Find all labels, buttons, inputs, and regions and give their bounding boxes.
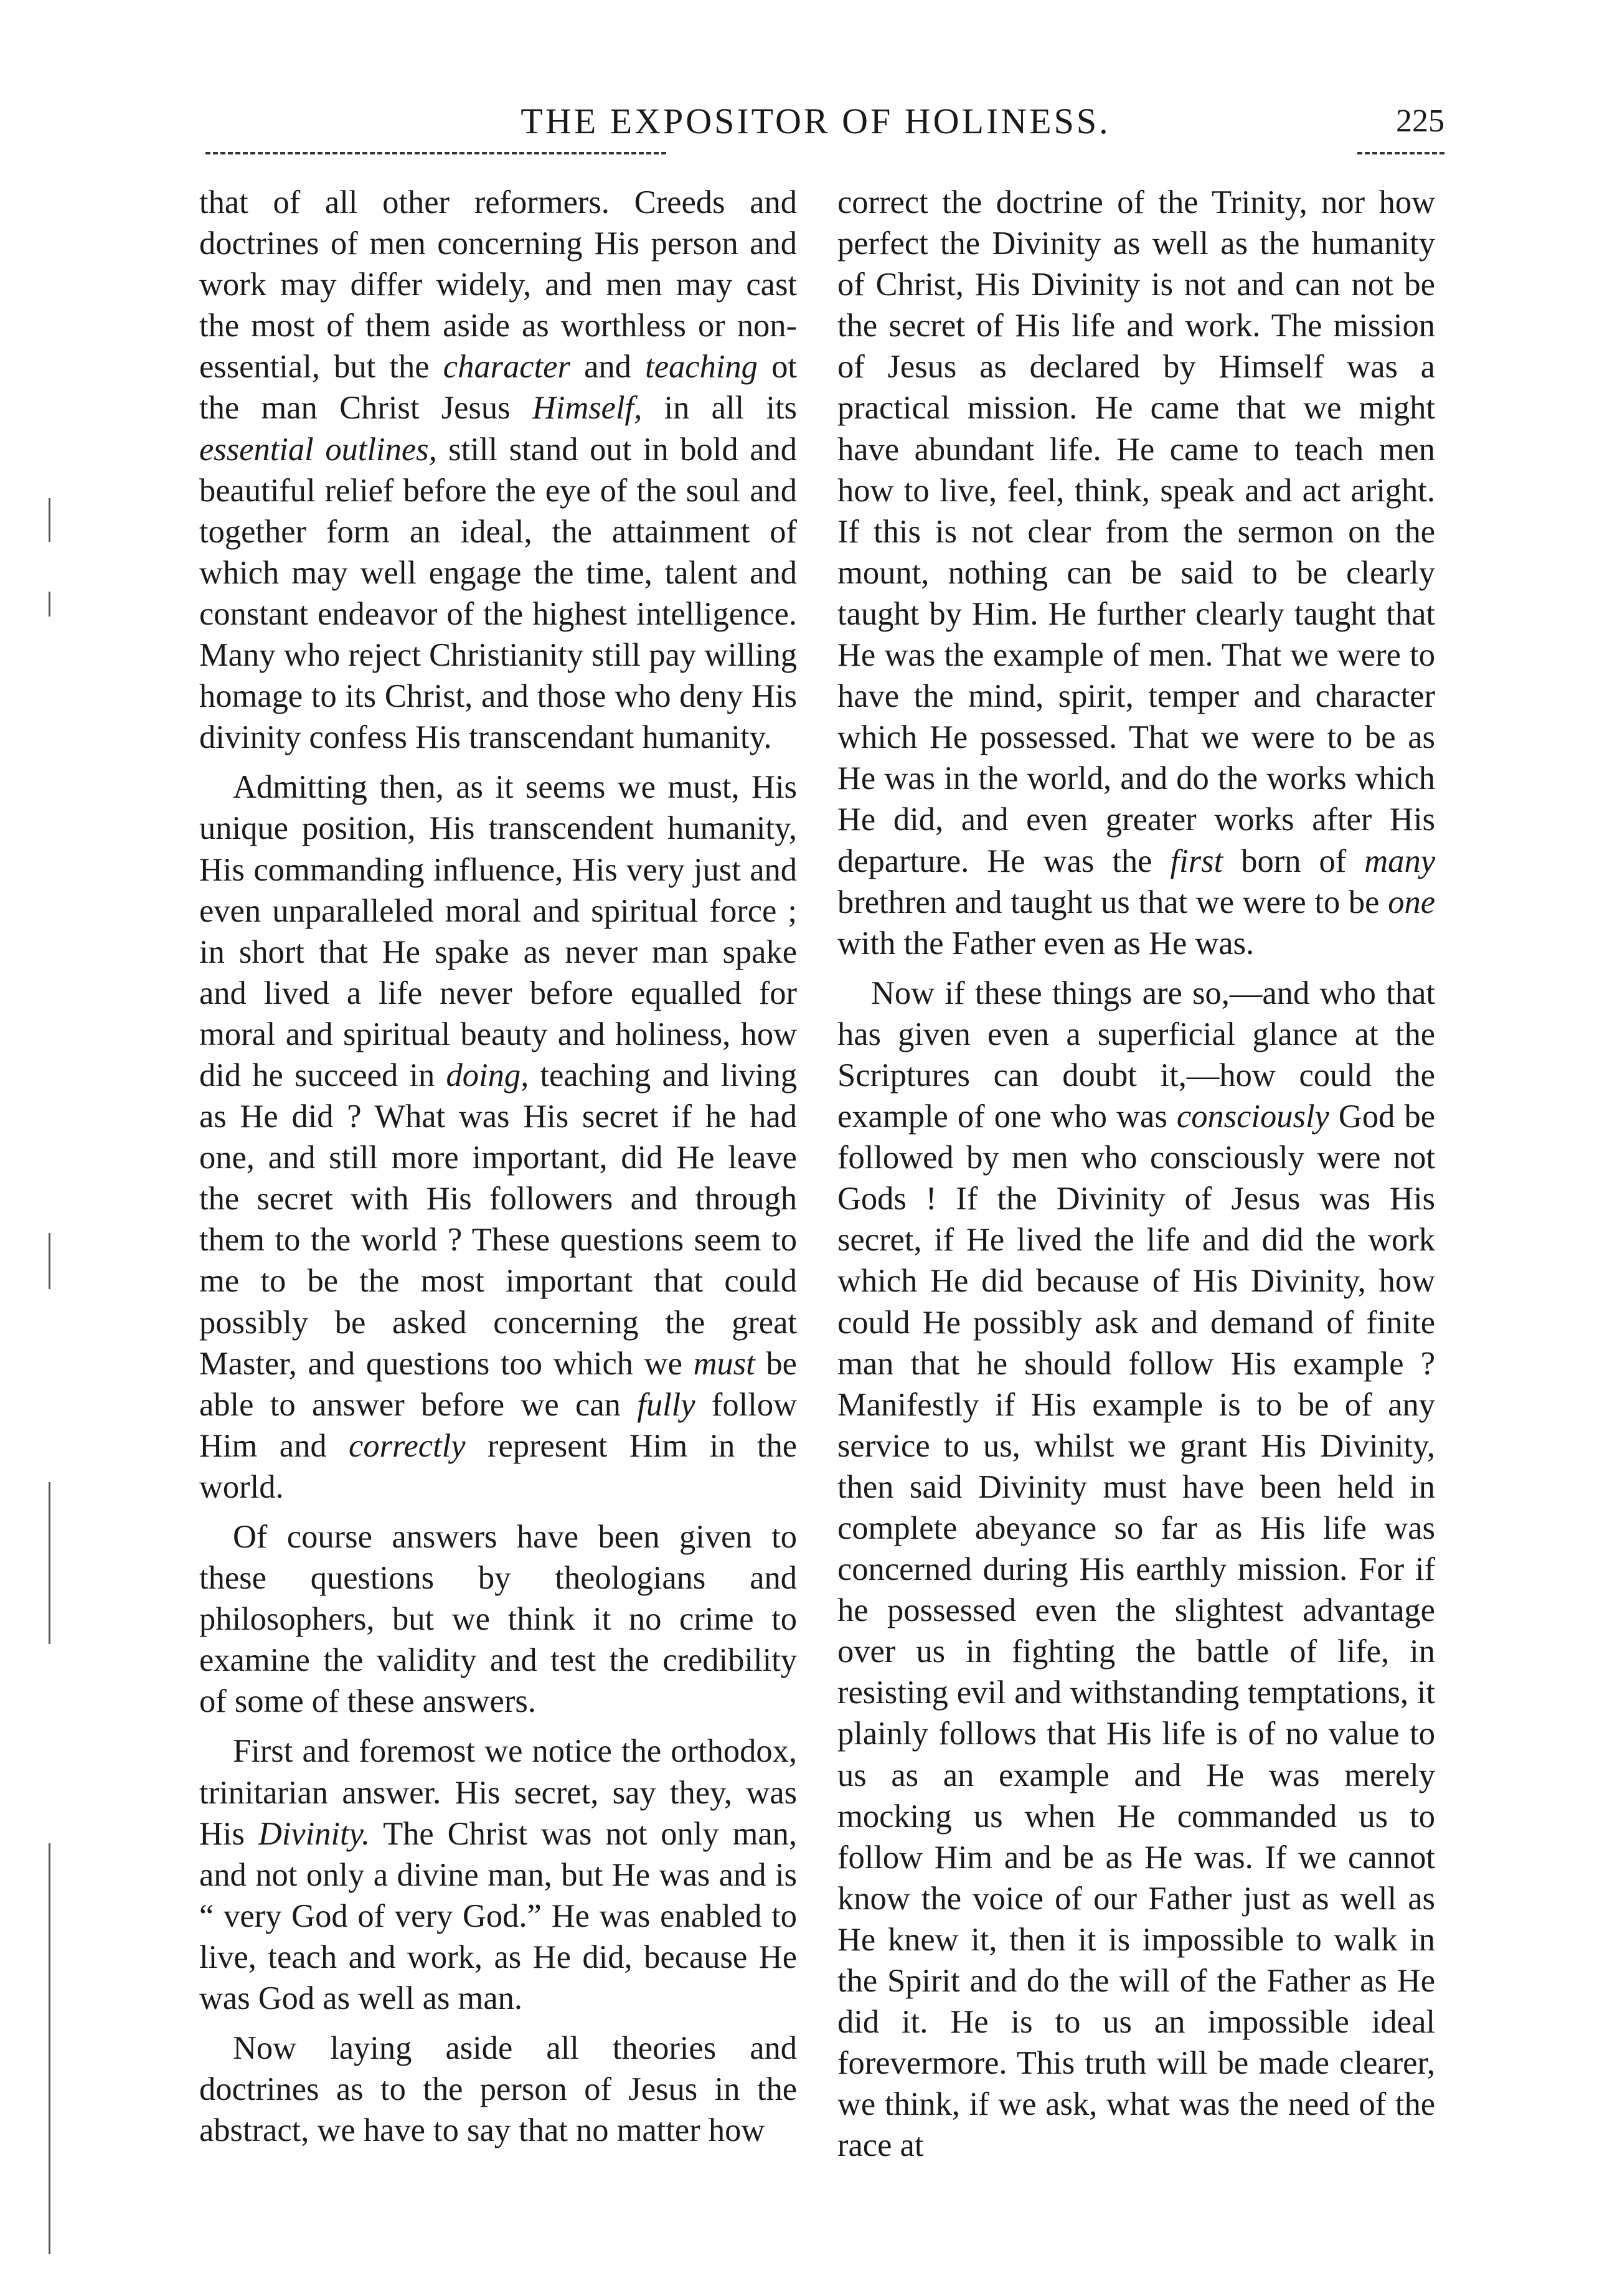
header-rule-left	[205, 152, 666, 154]
running-title: THE EXPOSITOR OF HOLINESS.	[521, 101, 1111, 141]
right-column	[837, 182, 1435, 2175]
page-number: 225	[1396, 103, 1444, 139]
running-head	[187, 100, 1444, 149]
margin-mark	[49, 1482, 50, 1644]
margin-mark	[49, 1233, 50, 1289]
margin-mark	[49, 592, 50, 617]
paragraph: correct the doctrine of the Trinity, nor how perfect the Divinity as well as the humanity of Christ, His Divinity is not and can not be the secret of His life and work. The mission of Jesus as declared by Himself was a practical mission. He came that we might have abundant life. He came to teach men how to live, feel, think, speak and act aright. If this is not clear from the sermon on the mount, nothing can be said to be clearly taught by Him. He further clearly taught that He was the example of men. That we were to have the mind, spirit, temper and character which He possessed. That we were to be as He was in the world, and do the works which He did, and even greater works after His departure. He was the first born of many brethren and taught us that we were to be one with the Father even as He was.	[837, 184, 1435, 961]
header-rule-right	[1357, 152, 1444, 154]
paragraph: First and foremost we notice the orthodox, trinitarian answer. His secret, say they, was His Divinity. The Christ was not only man, and not only a divine man, but He was and is “ very God of very God.” He was enabled to live, teach and work, as He did, because He was God as well as man.	[199, 1733, 798, 2017]
paragraph: that of all other reformers. Creeds and doctrines of men concerning His person and work may differ widely, and men may cast the most of them aside as worthless or non-essential, but the character and teaching ot the man Christ Jesus Himself, in all its essential outlines, still stand out in bold and beautiful relief before the eye of the soul and together form an ideal, the attainment of which may well engage the time, talent and constant endeavor of the highest intelligence. Many who reject Christianity still pay willing homage to its Christ, and those who deny His divinity confess His transcendant humanity.	[199, 184, 798, 756]
margin-mark	[49, 1843, 50, 2254]
margin-mark	[49, 498, 50, 542]
paragraph: Admitting then, as it seems we must, His unique position, His transcendent humanity, His commanding influence, His very just and even unparalleled moral and spiritual force ; in short that He spake as never man spake and lived a life never before equalled for moral and spiritual beauty and holiness, how did he succeed in doing, teaching and living as He did ? What was His secret if he had one, and still more important, did He leave the secret with His followers and through them to the world ? These questions seem to me to be the most important that could possibly be asked concerning the great Master, and questions too which we must be able to answer before we can fully follow Him and correctly represent Him in the world.	[199, 769, 798, 1505]
paragraph: Now laying aside all theories and doctrines as to the person of Jesus in the abstract, we have to say that no matter how	[199, 2030, 797, 2149]
left-column	[199, 182, 797, 2160]
paragraph: Of course answers have been given to these questions by theologians and philosophers, but we think it no crime to examine the validity and test the credibility of some of these answers.	[199, 1519, 797, 1720]
paragraph: Now if these things are so,—and who that has given even a superficial glance at the Scriptures can doubt it,—how could the example of one who was consciously God be followed by men who consciously were not Gods ! If the Divinity of Jesus was His secret, if He lived the life and did the work which He did because of His Divinity, how could He possibly ask and demand of finite man that he should follow His example ? Manifestly if His example is to be of any service to us, whilst we grant His Divinity, then said Divinity must have been held in complete abeyance so far as His life was concerned during His earthly mission. For if he possessed even the slightest advantage over us in fighting the battle of life, in resisting evil and withstanding temptations, it plainly follows that His life is of no value to us as an example and He was merely mocking us when He commanded us to follow Him and be as He was. If we cannot know the voice of our Father just as well as He knew it, then it is impossible to walk in the Spirit and do the will of the Father as He did it. He is to us an impossible ideal forevermore. This truth will be made clearer, we think, if we ask, what was the need of the race at	[837, 975, 1435, 2164]
